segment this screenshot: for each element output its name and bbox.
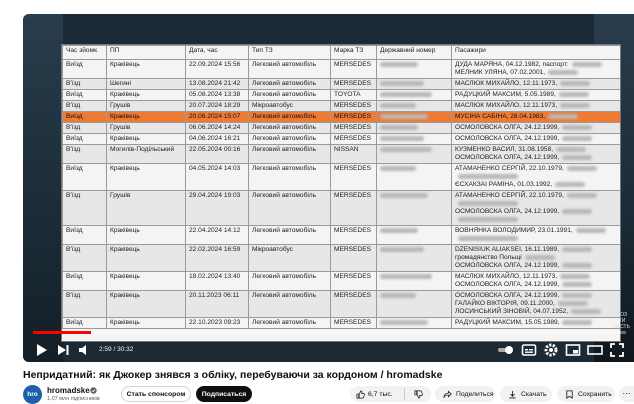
column-header: Державний номер [377, 46, 452, 60]
redacted-passport [559, 92, 589, 97]
vehicle-make-cell: MERSEDES [331, 60, 377, 79]
table-row [63, 101, 622, 112]
passenger-text: ОСМОЛОВСКА ОЛГА, 24.12.1999, [455, 281, 560, 288]
passenger-line [455, 319, 619, 327]
player-controls [23, 338, 634, 362]
direction-cell: В'їзд [63, 123, 107, 134]
passengers-cell [452, 191, 622, 226]
passenger-text: ДУДА МАРЯНА, 04.12.1982, паспорт: [455, 61, 569, 68]
like-button[interactable] [350, 388, 405, 400]
fullscreen-icon[interactable] [609, 342, 625, 358]
redacted-plate [380, 293, 416, 298]
direction-cell: В'їзд [63, 245, 107, 272]
channel-avatar[interactable]: hro [23, 385, 42, 404]
vehicle-type-cell: Легковий автомобіль [249, 134, 331, 145]
vehicle-type-cell: Легковий автомобіль [249, 145, 331, 164]
direction-cell: Виїзд [63, 164, 107, 191]
checkpoint-cell: Грушів [107, 101, 186, 112]
redacted-passport [567, 193, 597, 198]
redacted-plate [380, 274, 432, 279]
more-actions-button[interactable] [619, 386, 634, 402]
redacted-passport [562, 155, 592, 160]
direction-cell: В'їзд [63, 145, 107, 164]
vehicle-make-cell: MERSEDES [331, 79, 377, 90]
vehicle-make-cell: MERSEDES [331, 272, 377, 291]
redacted-passport [572, 62, 602, 67]
passenger-line [455, 208, 619, 216]
datetime-cell: 22.05.2024 00:16 [186, 145, 249, 164]
passenger-text: АТАМАНЕНКО СЕРГІЙ, 22.10.1979, [455, 165, 564, 172]
plate-number-cell [377, 60, 452, 79]
passengers-cell [452, 112, 622, 123]
passenger-text: МЕЛНИК УЛЯНА, 07.02.2001, [455, 69, 546, 76]
passenger-text: ОСМОЛОВСКА ОЛГА, 24.12.1999, [455, 135, 560, 142]
checkpoint-cell: Краківець [107, 226, 186, 245]
direction-cell: Виїзд [63, 60, 107, 79]
redacted-plate [380, 81, 424, 86]
direction-cell: В'їзд [63, 191, 107, 226]
plate-number-cell [377, 79, 452, 90]
like-dislike-group [350, 386, 431, 402]
redacted-plate [380, 193, 428, 198]
passengers-cell [452, 145, 622, 164]
passenger-line [455, 200, 619, 208]
passenger-text: ОСМОЛОВСКА ОЛГА, 24.12.1999, [455, 154, 560, 161]
table-row [63, 318, 622, 329]
direction-cell: Виїзд [63, 112, 107, 123]
table-row [63, 145, 622, 164]
plate-number-cell [377, 134, 452, 145]
redacted-passport [555, 182, 585, 187]
timecode: 2:59 / 30:32 [99, 346, 134, 353]
redacted-passport [567, 166, 597, 171]
passenger-line [455, 227, 619, 235]
checkpoint-cell: Краківець [107, 112, 186, 123]
checkpoint-cell: Могилів-Подільський [107, 145, 186, 164]
checkpoint-cell: Краківець [107, 90, 186, 101]
redacted-passport [562, 293, 592, 298]
direction-cell: В'їзд [63, 79, 107, 90]
vehicle-type-cell: Мікроавтобус [249, 101, 331, 112]
table-row [63, 134, 622, 145]
vehicle-type-cell: Легковий автомобіль [249, 123, 331, 134]
share-arrow-icon [443, 390, 452, 399]
channel-name[interactable]: hromadske [47, 386, 90, 395]
volume-icon[interactable] [77, 342, 93, 358]
passenger-text: МАСЛЮК МИХАЙЛО, 12.11.1973, [455, 80, 558, 87]
vehicle-make-cell: MERSEDES [331, 318, 377, 329]
redacted-passport [562, 282, 592, 287]
passenger-text: АТАМАНЕНКО СЕРГІЙ, 22.10.1979, [455, 192, 564, 199]
plate-number-cell [377, 226, 452, 245]
datetime-cell: 04.06.2024 16:21 [186, 134, 249, 145]
checkpoint-cell: Грушів [107, 123, 186, 134]
video-player[interactable] [23, 14, 634, 362]
vehicle-type-cell: Легковий автомобіль [249, 291, 331, 318]
redacted-passport [458, 174, 518, 179]
passenger-line [455, 124, 619, 132]
passenger-line [455, 135, 619, 143]
vehicle-make-cell: MERSEDES [331, 226, 377, 245]
passenger-line [455, 80, 619, 88]
redacted-passport [560, 81, 590, 86]
redacted-passport [560, 103, 590, 108]
column-header: Час зйомк [63, 46, 107, 60]
passenger-line [455, 154, 619, 162]
datetime-cell: 06.06.2024 14:24 [186, 123, 249, 134]
datetime-cell: 18.02.2024 13:40 [186, 272, 249, 291]
datetime-cell: 20.07.2024 18:29 [186, 101, 249, 112]
download-label: Скачать [521, 390, 547, 398]
passenger-text: МАСЛЮК МИХАЙЛО, 12.11.1973, [455, 102, 558, 109]
passenger-line [455, 61, 619, 69]
passengers-cell [452, 291, 622, 318]
passengers-cell [452, 101, 622, 112]
channel-watermark: РОЗ ТИ ШІСТЬ [614, 312, 630, 330]
vehicle-make-cell: MERSEDES [331, 134, 377, 145]
plate-number-cell [377, 90, 452, 101]
plate-number-cell [377, 145, 452, 164]
table-row [63, 191, 622, 226]
vehicle-make-cell: NISSAN [331, 145, 377, 164]
datetime-cell: 13.08.2024 21:42 [186, 79, 249, 90]
redacted-passport [458, 236, 518, 241]
passenger-text: ЄСХАКЗАІ РАМІНА, 01.03.1992, [455, 181, 553, 188]
video-progress-bar[interactable] [33, 331, 626, 334]
datetime-cell: 22.02.2024 16:59 [186, 245, 249, 272]
redacted-passport [548, 70, 578, 75]
redacted-plate [380, 125, 418, 130]
redacted-passport [560, 274, 590, 279]
passenger-line [455, 308, 619, 316]
redacted-plate [380, 320, 428, 325]
vehicle-type-cell: Легковий автомобіль [249, 90, 331, 101]
passenger-text: ОСМОЛОВСКА ОЛГА, 24.12.1999, [455, 208, 560, 215]
save-label: Сохранить [578, 390, 612, 398]
passenger-line [455, 192, 619, 200]
checkpoint-cell: Краківець [107, 60, 186, 79]
redacted-passport [562, 263, 592, 268]
passenger-text: ВОВНЯНКА ВОЛОДИМИР, 23.01.1991, [455, 227, 573, 234]
vehicle-make-cell: MERSEDES [331, 101, 377, 112]
datetime-cell: 20.06.2024 15:07 [186, 112, 249, 123]
column-header: Пасажири [452, 46, 622, 60]
datetime-cell: 20.11.2023 06:11 [186, 291, 249, 318]
passengers-cell [452, 272, 622, 291]
passengers-cell [452, 318, 622, 329]
passenger-line [455, 181, 619, 189]
passenger-line [455, 113, 619, 121]
redacted-passport [558, 301, 588, 306]
table-row [63, 164, 622, 191]
direction-cell: Виїзд [63, 318, 107, 329]
passenger-text: РАДУЦКИЙ МАКСИМ, 5.05.1989, [455, 91, 556, 98]
redacted-passport [562, 320, 592, 325]
table-row [63, 226, 622, 245]
checkpoint-cell: Шегині [107, 79, 186, 90]
checkpoint-cell: Краківець [107, 164, 186, 191]
passenger-line [455, 246, 619, 254]
redacted-passport [571, 309, 601, 314]
vehicle-make-cell: MERSEDES [331, 291, 377, 318]
checkpoint-cell: Краківець [107, 291, 186, 318]
like-count: 6,7 тыс. [368, 390, 393, 398]
table-row [63, 291, 622, 318]
vehicle-type-cell: Легковий автомобіль [249, 191, 331, 226]
redacted-plate [380, 92, 432, 97]
border-crossing-table [62, 45, 621, 329]
checkpoint-cell: Грушів [107, 191, 186, 226]
passenger-line [455, 292, 619, 300]
vehicle-type-cell: Легковий автомобіль [249, 318, 331, 329]
document-frame [61, 44, 621, 342]
verified-check-icon [90, 387, 97, 394]
table-row [63, 272, 622, 291]
plate-number-cell [377, 112, 452, 123]
autoplay-toggle-icon[interactable] [497, 342, 515, 358]
checkpoint-cell: Краківець [107, 318, 186, 329]
passenger-line [455, 254, 619, 262]
datetime-cell: 22.09.2024 15:56 [186, 60, 249, 79]
passengers-cell [452, 79, 622, 90]
passengers-cell [452, 60, 622, 79]
redacted-passport [562, 209, 592, 214]
passenger-line [455, 91, 619, 99]
plate-number-cell [377, 101, 452, 112]
passengers-cell [452, 123, 622, 134]
plate-number-cell [377, 291, 452, 318]
vehicle-make-cell: TOYOTA [331, 90, 377, 101]
vehicle-make-cell: MERSEDES [331, 123, 377, 134]
vehicle-type-cell: Легковий автомобіль [249, 226, 331, 245]
redacted-passport [458, 201, 518, 206]
plate-number-cell [377, 245, 452, 272]
passenger-text: МУСІНА САБІНА, 28.04.1983, [455, 113, 546, 120]
share-button[interactable] [435, 386, 495, 402]
passenger-text: громадянство Польщі [455, 254, 522, 261]
join-sponsor-button[interactable]: Стать спонсором [121, 386, 191, 402]
table-row [63, 79, 622, 90]
progress-played [33, 331, 91, 334]
passengers-cell [452, 134, 622, 145]
vehicle-make-cell: MERSEDES [331, 245, 377, 272]
settings-gear-icon[interactable] [543, 342, 559, 358]
passenger-line [455, 281, 619, 289]
download-button[interactable] [500, 386, 552, 402]
redacted-plate [380, 114, 428, 119]
vehicle-make-cell: MERSEDES [331, 112, 377, 123]
column-header: Марка ТЗ [331, 46, 377, 60]
passenger-line [455, 235, 619, 243]
play-icon[interactable] [33, 342, 49, 358]
video-title: Непридатний: як Джокер знявся з обліку, перебуваючи за кордоном / hromadske [23, 369, 443, 381]
subscriber-count: 1,07 млн підписників [47, 396, 100, 402]
passenger-text: DZENISIUK ALIAKSEI, 16.11.1989, [455, 246, 559, 253]
vehicle-make-cell: MERSEDES [331, 164, 377, 191]
direction-cell: В'їзд [63, 291, 107, 318]
passenger-line [455, 102, 619, 110]
datetime-cell: 22.04.2024 14:12 [186, 226, 249, 245]
passenger-line [455, 69, 619, 77]
vehicle-type-cell: Легковий автомобіль [249, 164, 331, 191]
download-icon [508, 390, 517, 399]
datetime-cell: 22.10.2023 09:23 [186, 318, 249, 329]
checkpoint-cell: Краківець [107, 134, 186, 145]
redacted-plate [380, 62, 418, 67]
redacted-plate [380, 136, 424, 141]
redacted-passport [458, 217, 518, 222]
direction-cell: Виїзд [63, 134, 107, 145]
direction-cell: Виїзд [63, 272, 107, 291]
plate-number-cell [377, 318, 452, 329]
passenger-text: ОСМОЛОВСКА ОЛГА, 24.12.1999, [455, 262, 560, 269]
passenger-text: ГАЛАЙКО ВІКТОРІЯ, 09.11.2000, [455, 300, 555, 307]
redacted-plate [380, 228, 418, 233]
passengers-cell [452, 90, 622, 101]
column-header: Дата, час [186, 46, 249, 60]
share-label: Поделиться [456, 390, 494, 398]
passenger-line [455, 262, 619, 270]
redacted-plate [380, 247, 424, 252]
plate-number-cell [377, 191, 452, 226]
video-background-left [23, 14, 63, 362]
vehicle-make-cell: MERSEDES [331, 191, 377, 226]
passenger-text: ЛОСИНСЬКИЙ ЗІНОВІЙ, 04.07.1952, [455, 308, 569, 315]
table-body [63, 60, 622, 329]
save-button[interactable] [557, 386, 615, 402]
column-header: Тип ТЗ [249, 46, 331, 60]
checkpoint-cell: Краківець [107, 272, 186, 291]
passenger-line [455, 300, 619, 308]
passenger-text: КУЗМЕНКО ВАСИЛ, 31.08.1958, [455, 146, 554, 153]
table-row [63, 245, 622, 272]
save-playlist-icon [565, 390, 574, 399]
redacted-plate [380, 166, 416, 171]
next-icon[interactable] [55, 342, 71, 358]
table-row [63, 90, 622, 101]
theater-mode-icon[interactable] [587, 342, 603, 358]
thumbs-down-icon [414, 390, 423, 399]
table-row [63, 112, 622, 123]
table-row [63, 60, 622, 79]
datetime-cell: 04.05.2024 14:03 [186, 164, 249, 191]
table-header-row [63, 46, 622, 60]
subtitles-icon[interactable] [521, 342, 537, 358]
passengers-cell [452, 164, 622, 191]
column-header: ПП [107, 46, 186, 60]
miniplayer-icon[interactable] [565, 342, 581, 358]
plate-number-cell [377, 272, 452, 291]
datetime-cell: 05.08.2024 13:38 [186, 90, 249, 101]
vehicle-type-cell: Легковий автомобіль [249, 112, 331, 123]
passengers-cell [452, 245, 622, 272]
direction-cell: В'їзд [63, 101, 107, 112]
dislike-button[interactable] [405, 390, 431, 399]
passenger-text: РАДУЦКИЙ МАКСИМ, 15.05.1989, [455, 319, 560, 326]
more-dots-icon: ⋯ [622, 389, 631, 398]
redacted-passport [562, 125, 592, 130]
vehicle-type-cell: Легковий автомобіль [249, 79, 331, 90]
redacted-passport [525, 255, 555, 260]
passenger-line [455, 173, 619, 181]
direction-cell: Виїзд [63, 90, 107, 101]
passenger-line [455, 273, 619, 281]
redacted-passport [562, 136, 592, 141]
vehicle-type-cell: Мікроавтобус [249, 245, 331, 272]
redacted-plate [380, 147, 432, 152]
vehicle-type-cell: Легковий автомобіль [249, 60, 331, 79]
datetime-cell: 29.04.2024 19:03 [186, 191, 249, 226]
passenger-line [455, 216, 619, 224]
direction-cell: Виїзд [63, 226, 107, 245]
vehicle-type-cell: Легковий автомобіль [249, 272, 331, 291]
redacted-passport [556, 147, 586, 152]
checkpoint-cell: Краківець [107, 245, 186, 272]
passenger-line [455, 165, 619, 173]
thumbs-up-icon [356, 390, 365, 399]
redacted-passport [576, 228, 606, 233]
table-row [63, 123, 622, 134]
redacted-passport [562, 247, 592, 252]
passenger-text: ОСМОЛОВСКА ОЛГА, 24.12.1999, [455, 124, 560, 131]
passengers-cell [452, 226, 622, 245]
subscribe-button[interactable]: Подписаться [196, 386, 252, 402]
plate-number-cell [377, 123, 452, 134]
passenger-text: МАСЛЮК МИХАЙЛО, 12.11.1973, [455, 273, 558, 280]
plate-number-cell [377, 164, 452, 191]
passenger-text: ОСМОЛОВСКА ОЛГА, 24.12.1999, [455, 292, 560, 299]
passenger-line [455, 146, 619, 154]
redacted-passport [548, 114, 578, 119]
redacted-plate [380, 103, 416, 108]
